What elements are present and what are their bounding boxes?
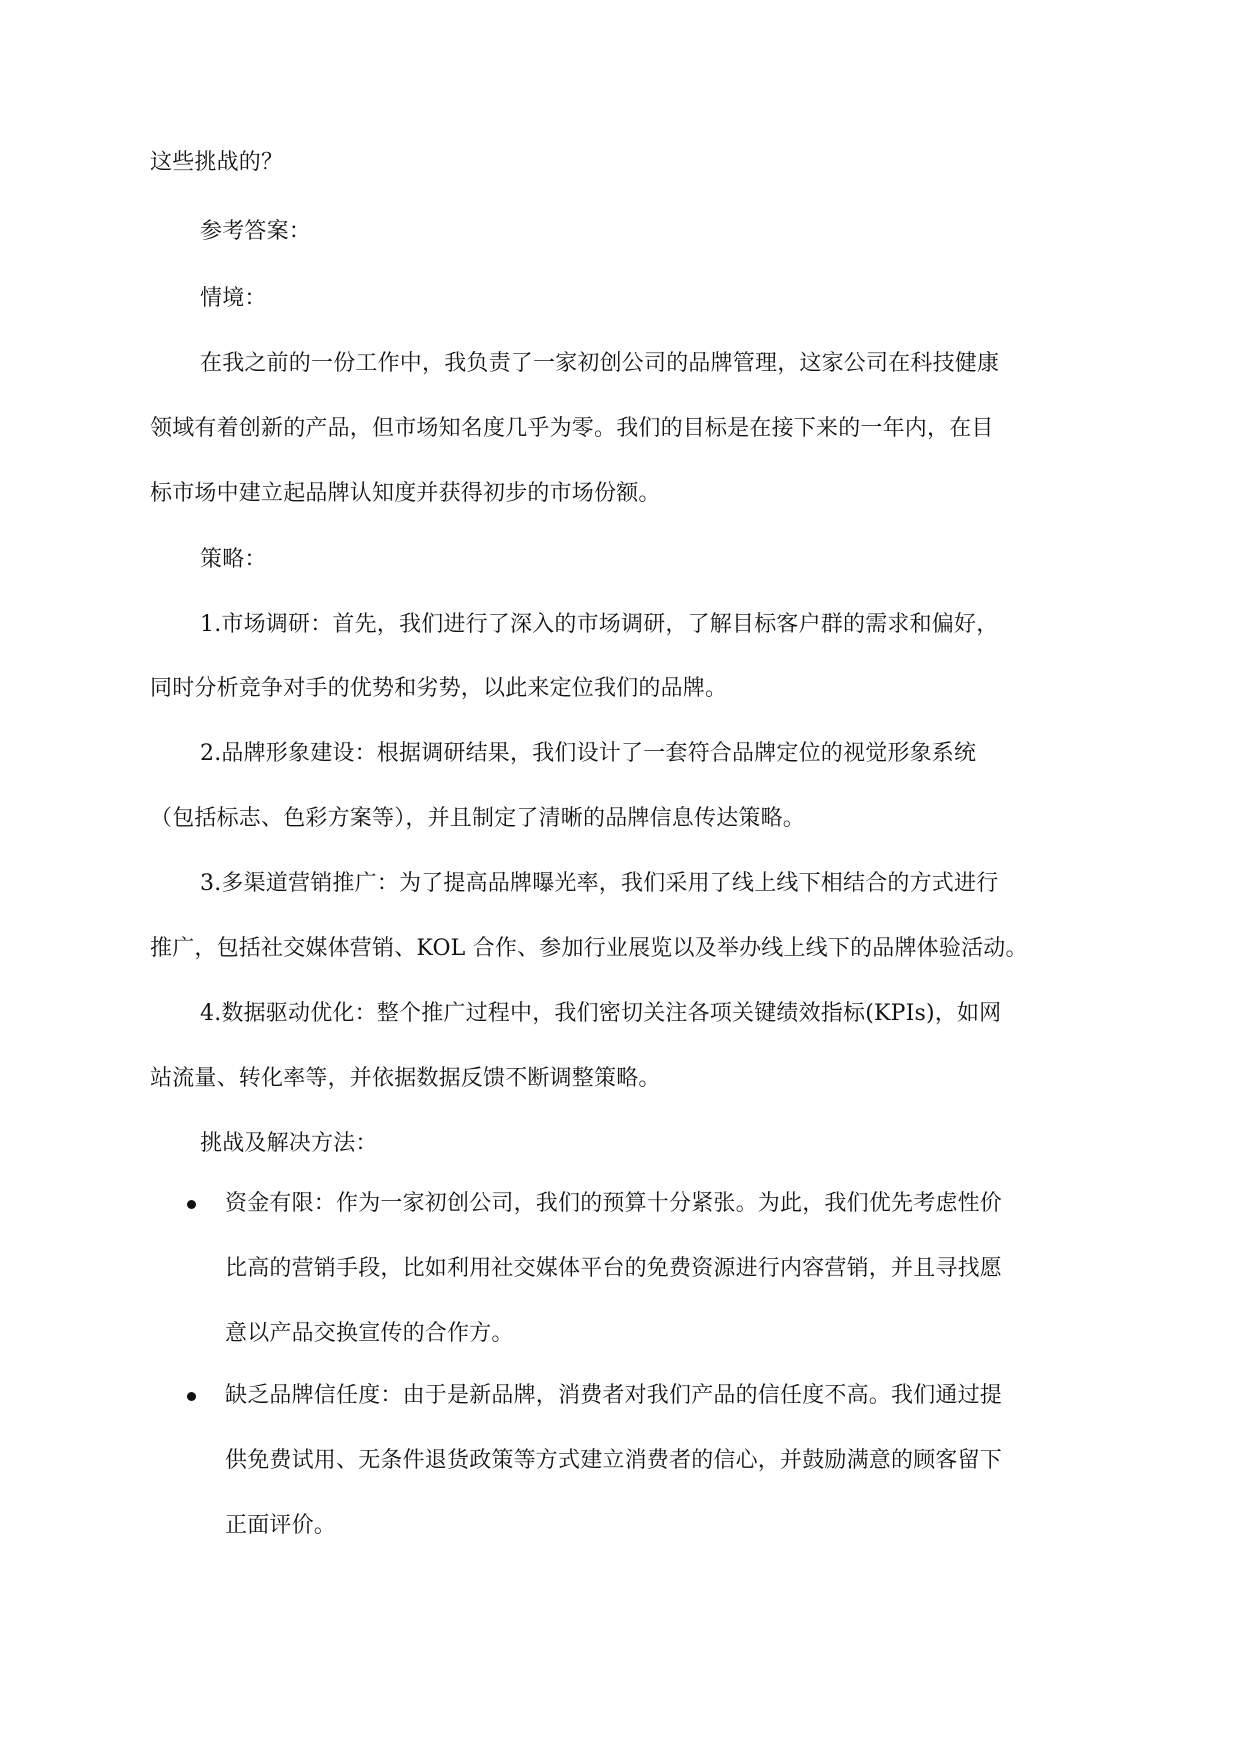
bullet-icon (187, 1200, 196, 1209)
strategy-item-4-line: 4.数据驱动优化：整个推广过程中，我们密切关注各项关键绩效指标(KPIs)，如网 (200, 1001, 1002, 1026)
paragraph-situation-line: 在我之前的一份工作中，我负责了一家初创公司的品牌管理，这家公司在科技健康 (200, 351, 1000, 376)
heading-situation: 情境： (200, 286, 267, 311)
strategy-item-3-line: 3.多渠道营销推广：为了提高品牌曝光率，我们采用了线上线下相结合的方式进行 (200, 871, 999, 896)
strategy-item-3-line: 推广，包括社交媒体营销、KOL 合作、参加行业展览以及举办线上线下的品牌体验活动。 (150, 936, 1028, 961)
strategy-item-2-line: 2.品牌形象建设：根据调研结果，我们设计了一套符合品牌定位的视觉形象系统 (200, 741, 977, 766)
strategy-item-4-line: 站流量、转化率等，并依据数据反馈不断调整策略。 (150, 1066, 661, 1091)
challenge-item-1-line: 比高的营销手段，比如利用社交媒体平台的免费资源进行内容营销，并且寻找愿 (225, 1256, 1003, 1281)
heading-challenges: 挑战及解决方法： (200, 1131, 378, 1156)
paragraph-situation-line: 领域有着创新的产品，但市场知名度几乎为零。我们的目标是在接下来的一年内，在目 (150, 416, 994, 441)
paragraph-situation-line: 标市场中建立起品牌认知度并获得初步的市场份额。 (150, 481, 661, 506)
challenge-item-1-line: 资金有限：作为一家初创公司，我们的预算十分紧张。为此，我们优先考虑性价 (225, 1191, 1003, 1216)
challenge-item-1-line: 意以产品交换宣传的合作方。 (225, 1321, 514, 1346)
challenge-item-2-line: 正面评价。 (225, 1513, 337, 1538)
heading-strategy: 策略： (200, 547, 267, 572)
challenge-item-2-line: 供免费试用、无条件退货政策等方式建立消费者的信心，并鼓励满意的顾客留下 (225, 1448, 1003, 1473)
strategy-item-1-line: 同时分析竞争对手的优势和劣势，以此来定位我们的品牌。 (150, 676, 728, 701)
text-line-question-end: 这些挑战的？ (150, 150, 284, 175)
challenge-item-2-line: 缺乏品牌信任度：由于是新品牌，消费者对我们产品的信任度不高。我们通过提 (225, 1383, 1003, 1408)
bullet-icon (187, 1392, 196, 1401)
heading-reference-answer: 参考答案： (200, 219, 312, 244)
strategy-item-2-line: （包括标志、色彩方案等），并且制定了清晰的品牌信息传达策略。 (150, 806, 806, 831)
strategy-item-1-line: 1.市场调研：首先，我们进行了深入的市场调研，了解目标客户群的需求和偏好， (200, 612, 999, 637)
